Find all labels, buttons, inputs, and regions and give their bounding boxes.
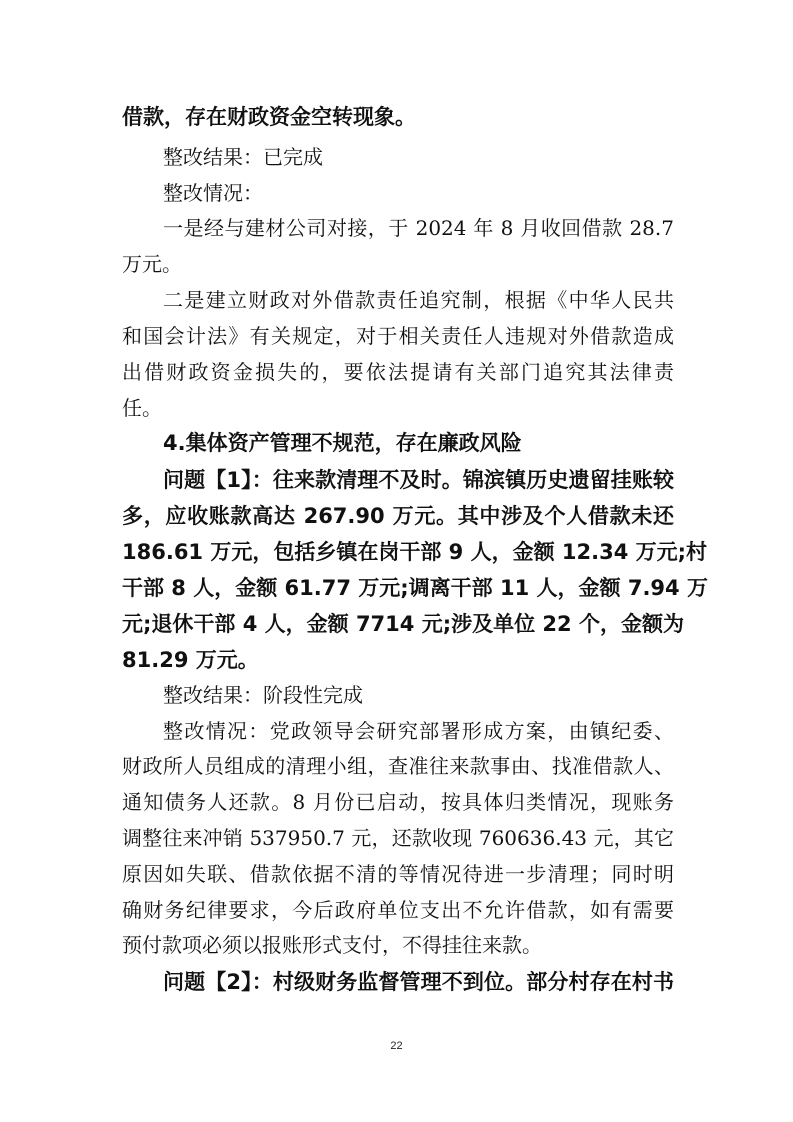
paragraph-line: 一是经与建材公司对接，于 2024 年 8 月收回借款 28.7 xyxy=(163,216,674,240)
paragraph-line: 186.61 万元，包括乡镇在岗干部 9 人，金额 12.34 万元;村 xyxy=(122,540,708,564)
paragraph-line: 通知债务人还款。8 月份已启动，按具体归类情况，现账务 xyxy=(122,790,674,814)
paragraph-line: 调整往来冲销 537950.7 元，还款收现 760636.43 元，其它 xyxy=(122,826,674,850)
paragraph-line: 原因如失联、借款依据不清的等情况待进一步清理；同时明 xyxy=(122,862,674,886)
paragraph-line: 万元。 xyxy=(122,252,182,276)
paragraph-line: 预付款项必须以报账形式支付，不得挂往来款。 xyxy=(122,933,542,957)
paragraph-line: 整改情况：党政领导会研究部署形成方案，由镇纪委、 xyxy=(163,719,674,743)
paragraph-line: 81.29 万元。 xyxy=(122,648,259,672)
paragraph-line: 财政所人员组成的清理小组，查准往来款事由、找准借款人、 xyxy=(122,754,674,778)
paragraph-line: 二是建立财政对外借款责任追究制，根据《中华人民共 xyxy=(163,288,674,312)
page-number: 22 xyxy=(390,1040,403,1052)
rectification-result-label: 整改结果：阶段性完成 xyxy=(163,683,363,707)
paragraph-line: 任。 xyxy=(122,396,162,420)
rectification-status-label: 整改情况： xyxy=(163,181,263,205)
paragraph-line: 借款，存在财政资金空转现象。 xyxy=(122,105,416,129)
section-heading: 4.集体资产管理不规范，存在廉政风险 xyxy=(163,431,522,455)
issue-heading: 问题【1】：往来款清理不及时。锦滨镇历史遗留挂账较 xyxy=(163,468,674,492)
paragraph-line: 元;退休干部 4 人，金额 7714 元;涉及单位 22 个，金额为 xyxy=(122,612,684,636)
rectification-result-label: 整改结果：已完成 xyxy=(163,145,323,169)
paragraph-line: 干部 8 人，金额 61.77 万元;调离干部 11 人，金额 7.94 万 xyxy=(122,576,708,600)
issue-heading: 问题【2】：村级财务监督管理不到位。部分村存在村书 xyxy=(163,970,674,994)
paragraph-line: 出借财政资金损失的，要依法提请有关部门追究其法律责 xyxy=(122,360,674,384)
paragraph-line: 确财务纪律要求，今后政府单位支出不允许借款，如有需要 xyxy=(122,898,674,922)
paragraph-line: 和国会计法》有关规定，对于相关责任人违规对外借款造成 xyxy=(122,324,674,348)
paragraph-line: 多，应收账款高达 267.90 万元。其中涉及个人借款未还 xyxy=(122,504,674,528)
